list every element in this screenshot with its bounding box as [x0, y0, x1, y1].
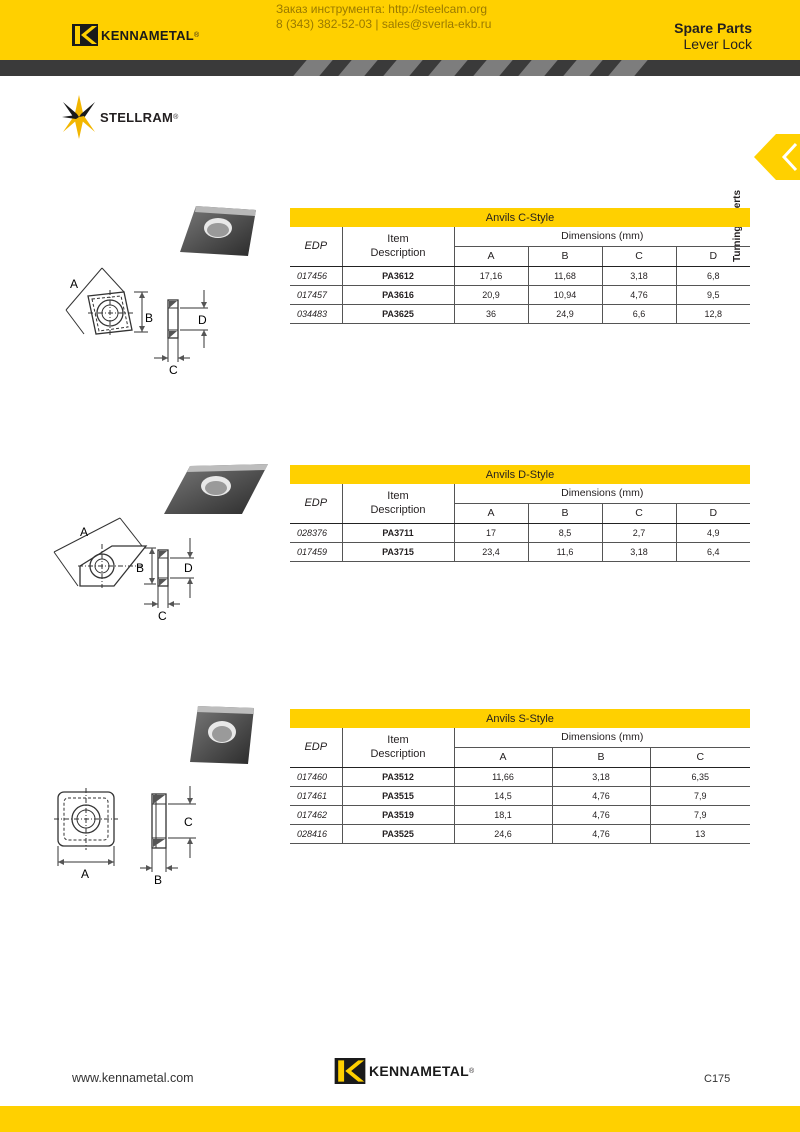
item-cell: PA3616 [342, 285, 454, 304]
dim-cell: 11,6 [528, 542, 602, 561]
section-title: Spare Parts [674, 20, 752, 36]
contact-block [276, 2, 491, 32]
side-tab-chevron-icon[interactable] [754, 134, 800, 180]
col-header-d: D [676, 246, 750, 266]
dim-label-c: C [184, 815, 193, 829]
table-row [290, 304, 750, 323]
dim-label-b: B [145, 311, 154, 325]
table-row [290, 523, 750, 542]
table-row [290, 542, 750, 561]
edp-cell: 017462 [290, 805, 342, 824]
dim-cell: 10,94 [528, 285, 602, 304]
footer-brand: KENNAMETAL [369, 1063, 469, 1079]
edp-cell: 028416 [290, 824, 342, 843]
col-header-a: A [454, 246, 528, 266]
dim-cell: 12,8 [676, 304, 750, 323]
edp-header: EDP [290, 227, 342, 266]
dim-cell: 11,66 [454, 767, 552, 786]
anvils-c-style-table [290, 208, 750, 324]
dim-cell: 3,18 [602, 266, 676, 285]
edp-cell: 017456 [290, 266, 342, 285]
edp-cell: 017461 [290, 786, 342, 805]
table-row [290, 767, 750, 786]
item-header: Item Description [342, 227, 454, 266]
kennametal-k-icon [334, 1058, 366, 1084]
dim-cell: 6,8 [676, 266, 750, 285]
item-cell: PA3519 [342, 805, 454, 824]
dim-label-c: C [169, 363, 178, 377]
item-cell: PA3515 [342, 786, 454, 805]
dim-cell: 24,6 [454, 824, 552, 843]
dim-cell: 6,6 [602, 304, 676, 323]
edp-header: EDP [290, 484, 342, 523]
stellram-star-icon [62, 94, 96, 140]
item-cell: PA3715 [342, 542, 454, 561]
table-title: Anvils C-Style [290, 208, 750, 227]
dim-label-b: B [154, 873, 163, 887]
contact-line-2[interactable]: 8 (343) 382-52-03 | sales@sverla-ekb.ru [276, 17, 492, 31]
item-cell: PA3612 [342, 266, 454, 285]
footer-bar [0, 1106, 800, 1132]
anvil-s-photo [184, 700, 260, 770]
table-row [290, 824, 750, 843]
dim-cell: 7,9 [650, 786, 750, 805]
dim-cell: 8,5 [528, 523, 602, 542]
dim-cell: 6,4 [676, 542, 750, 561]
item-header: Item Description [342, 728, 454, 767]
table-row [290, 805, 750, 824]
dim-label-b: B [136, 561, 145, 575]
kennametal-brand: KENNAMETAL [101, 27, 195, 43]
anvil-c-photo [176, 200, 262, 262]
anvil-s-drawing [48, 782, 218, 888]
dim-cell: 17,16 [454, 266, 528, 285]
edp-header: EDP [290, 728, 342, 767]
dim-cell: 6,35 [650, 767, 750, 786]
item-cell: PA3512 [342, 767, 454, 786]
table-row [290, 266, 750, 285]
col-header-b: B [528, 503, 602, 523]
dim-cell: 18,1 [454, 805, 552, 824]
footer-kennametal-logo: KENNAMETAL ® [334, 1058, 474, 1084]
dim-cell: 4,9 [676, 523, 750, 542]
stellram-logo: STELLRAM ® [62, 94, 178, 140]
col-header-c: C [650, 747, 750, 767]
page-number: C175 [704, 1073, 731, 1085]
dim-cell: 3,18 [602, 542, 676, 561]
dim-cell: 4,76 [552, 824, 650, 843]
item-header: Item Description [342, 484, 454, 523]
dim-label-a: A [70, 277, 79, 291]
dim-cell: 23,4 [454, 542, 528, 561]
header-stripe [0, 60, 800, 76]
dim-cell: 20,9 [454, 285, 528, 304]
dim-cell: 7,9 [650, 805, 750, 824]
col-header-c: C [602, 503, 676, 523]
dim-cell: 11,68 [528, 266, 602, 285]
col-header-b: B [528, 246, 602, 266]
item-cell: PA3625 [342, 304, 454, 323]
table-title: Anvils D-Style [290, 465, 750, 484]
col-header-c: C [602, 246, 676, 266]
anvil-d-drawing [44, 516, 216, 626]
dimensions-header: Dimensions (mm) [454, 227, 750, 246]
item-cell: PA3711 [342, 523, 454, 542]
kennametal-k-icon [72, 24, 98, 46]
dim-label-a: A [81, 867, 90, 881]
anvils-s-style-table [290, 709, 750, 844]
dim-cell: 24,9 [528, 304, 602, 323]
edp-cell: 017460 [290, 767, 342, 786]
section-subtitle: Lever Lock [683, 36, 752, 52]
col-header-a: A [454, 747, 552, 767]
kennametal-logo: KENNAMETAL ® [72, 24, 199, 46]
dim-cell: 17 [454, 523, 528, 542]
section-heading [674, 20, 752, 52]
anvils-d-style-table [290, 465, 750, 562]
col-header-d: D [676, 503, 750, 523]
dim-cell: 36 [454, 304, 528, 323]
item-cell: PA3525 [342, 824, 454, 843]
dim-cell: 13 [650, 824, 750, 843]
anvil-d-photo [160, 458, 272, 518]
edp-cell: 034483 [290, 304, 342, 323]
dim-cell: 4,76 [552, 786, 650, 805]
table-row [290, 786, 750, 805]
dim-label-c: C [158, 609, 167, 623]
dim-cell: 2,7 [602, 523, 676, 542]
dim-cell: 14,5 [454, 786, 552, 805]
dim-cell: 4,76 [552, 805, 650, 824]
dim-cell: 4,76 [602, 285, 676, 304]
contact-line-1[interactable]: Заказ инструмента: http://steelcam.org [276, 2, 488, 16]
table-row [290, 285, 750, 304]
dim-cell: 3,18 [552, 767, 650, 786]
stellram-brand: STELLRAM [100, 109, 174, 125]
anvil-c-drawing [48, 262, 220, 380]
dimensions-header: Dimensions (mm) [454, 728, 750, 747]
col-header-b: B [552, 747, 650, 767]
col-header-a: A [454, 503, 528, 523]
edp-cell: 017457 [290, 285, 342, 304]
dimensions-header: Dimensions (mm) [454, 484, 750, 503]
edp-cell: 028376 [290, 523, 342, 542]
table-title: Anvils S-Style [290, 709, 750, 728]
dim-label-a: A [80, 525, 89, 539]
dim-cell: 9,5 [676, 285, 750, 304]
edp-cell: 017459 [290, 542, 342, 561]
dim-label-d: D [184, 561, 193, 575]
footer-url[interactable]: www.kennametal.com [72, 1071, 194, 1085]
dim-label-d: D [198, 313, 207, 327]
